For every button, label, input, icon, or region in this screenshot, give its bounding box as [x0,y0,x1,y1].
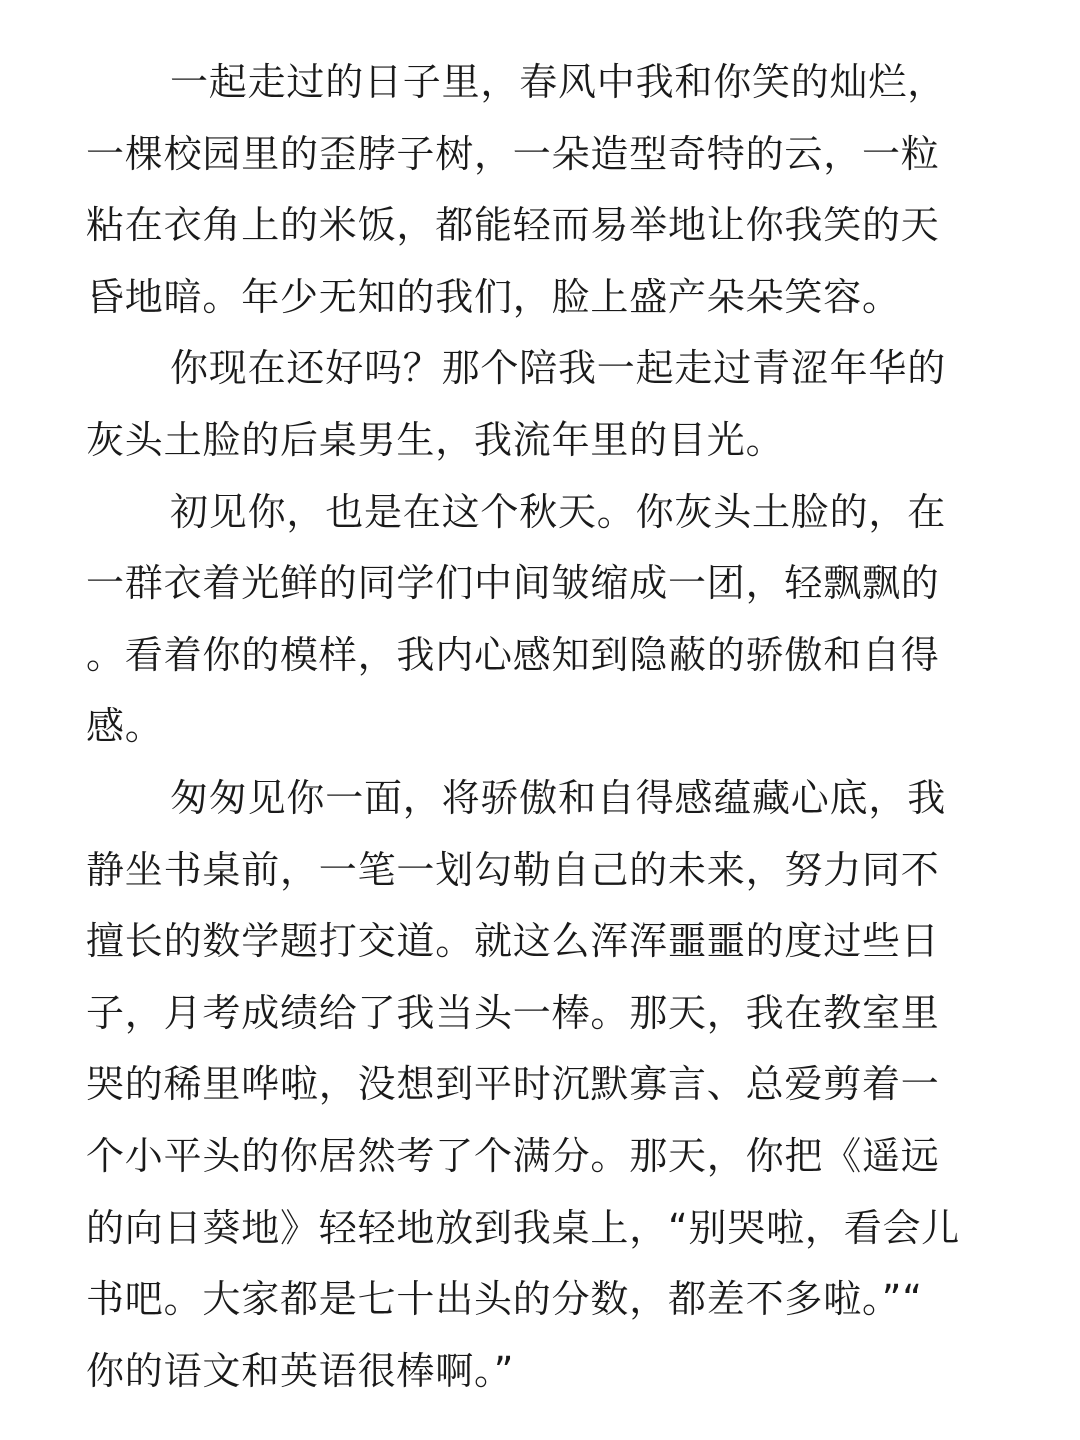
paragraph-4 [86,763,1036,1407]
text-line: 一起走过的日子里，春风中我和你笑的灿烂， [170,60,947,104]
text-line: 粘在衣角上的米饭，都能轻而易举地让你我笑的天 [86,203,940,248]
text-line: 的向日葵地》轻轻地放到我桌上，“别哭啦，看会儿 [86,1205,961,1250]
text-line: 哭的稀里哗啦，没想到平时沉默寡言、总爱剪着一 [86,1062,940,1107]
text-line: 匆匆见你一面，将骄傲和自得感蕴藏心底，我 [170,775,947,820]
text-line: 灰头土脸的后桌男生，我流年里的目光。 [86,417,785,462]
text-line: 初见你，也是在这个秋天。你灰头土脸的，在 [170,489,947,534]
text-line: 个小平头的你居然考了个满分。那天，你把《遥远 [86,1133,940,1178]
text-line: 你的语文和英语很棒啊。” [86,1348,515,1393]
paragraph-1 [86,47,1036,333]
text-line: 擅长的数学题打交道。就这么浑浑噩噩的度过些日 [86,919,940,964]
paragraph-3 [86,477,1036,763]
text-line: 。看着你的模样，我内心感知到隐蔽的骄傲和自得 [86,632,940,677]
paragraph-2 [86,333,1036,476]
text-line: 书吧。大家都是七十出头的分数，都差不多啦。”“ [86,1277,923,1322]
text-line: 一群衣着光鲜的同学们中间皱缩成一团，轻飘飘的 [86,561,940,606]
text-line: 一棵校园里的歪脖子树，一朵造型奇特的云，一粒 [86,131,940,176]
text-line: 感。 [86,704,164,749]
text-line: 昏地暗。年少无知的我们，脸上盛产朵朵笑容。 [86,274,901,319]
text-line: 你现在还好吗？那个陪我一起走过青涩年华的 [170,346,947,391]
text-line: 子，月考成绩给了我当头一棒。那天，我在教室里 [86,990,940,1035]
article-text [86,47,1036,1407]
text-line: 静坐书桌前，一笔一划勾勒自己的未来，努力同不 [86,847,940,892]
